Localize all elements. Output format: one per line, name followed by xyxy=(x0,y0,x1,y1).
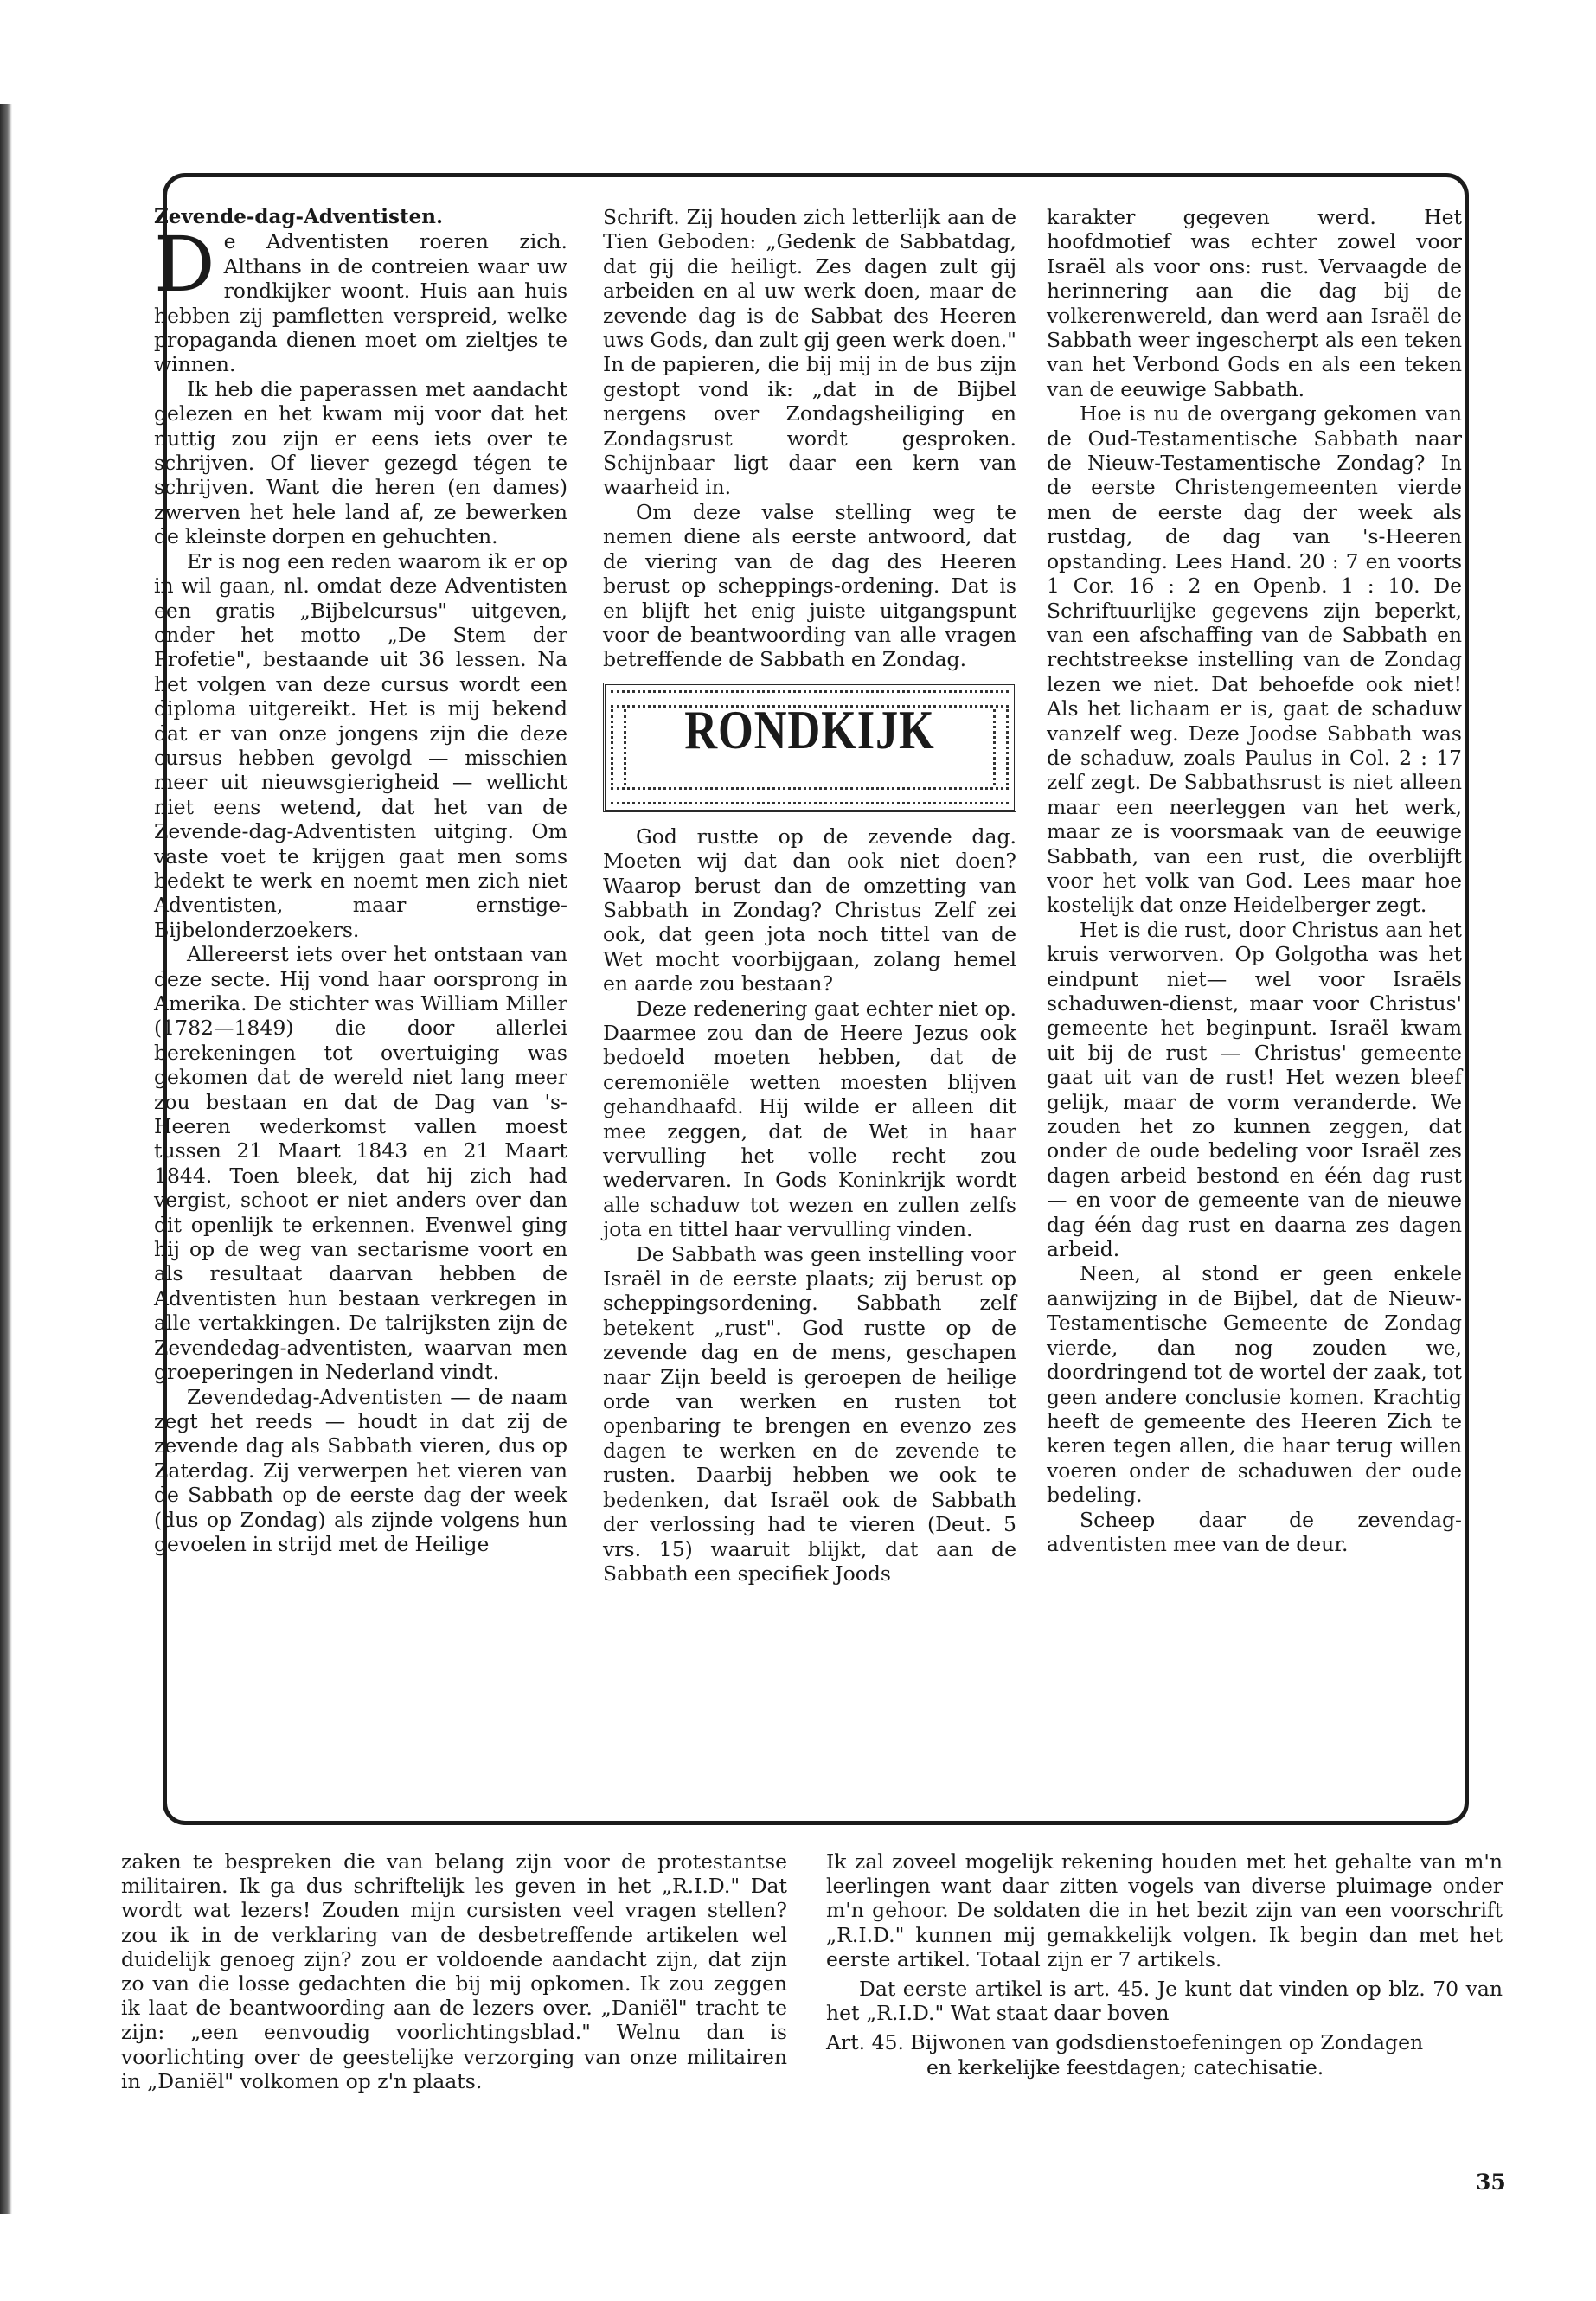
column1-paragraph-4: Allereerst iets over het ontstaan van deze secte. Hij vond haar oorsprong in Amerika. De stichter was William Miller (1782—1849) die door allerlei berekeningen tot overtuiging was gekomen dat de wereld niet lang meer zou bestaan en dat de Dag van 's-Heeren wederkomst vallen moest tussen 21 Maart 1843 en 21 Maart 1844. Toen bleek, dat hij zich had vergist, schoot er niet anders over dan dit openlijk te erkennen. Evenwel ging hij op de weg van sectarisme voort en als resultaat daarvan hebben de Adventisten hun bestaan verkregen in alle vertakkingen. De talrijksten zijn de Zevendedag-adventisten, waarvan men groeperingen in Nederland vindt. xyxy=(154,942,567,1385)
article-column-3 xyxy=(1047,205,1462,1556)
page-number: 35 xyxy=(1476,2170,1506,2195)
drop-cap: D xyxy=(154,220,215,310)
bottom-right-paragraph-1: Ik zal zoveel mogelijk rekening houden met het gehalte van m'n leerlingen want daar zitten vogels van diverse pluimage onder m'n gehoor. De soldaten die in het bezit zijn van een voorschrift „R.I.D." kunnen mij gemakkelijk volgen. Ik begin dan met het eerste artikel. Totaal zijn er 7 artikels. xyxy=(826,1849,1503,1971)
column1-paragraph-5: Zevendedag-Adventisten — de naam zegt het reeds — houdt in dat zij de zevende dag als Sabbath vieren, dus op Zaterdag. Zij verwerpen het vieren van de Sabbath op de eerste dag der week (dus op Zondag) als zijnde volgens hun gevoelen in strijd met de Heilige xyxy=(154,1384,567,1556)
ornament-border-left xyxy=(611,709,626,785)
column2-paragraph-1: Schrift. Zij houden zich letterlijk aan de Tien Geboden: „Gedenk de Sabbatdag, dat gij die heiligt. Zes dagen zult gij arbeiden en al uw werk doen, maar de zevende dag is de Sabbat des Heeren uws Gods, dan zult gij geen werk doen." In de papieren, die bij mij in de bus zijn gestopt vond ik: „dat in de Bijbel nergens over Zondagsheiliging en Zondagsrust wordt gesproken. Schijnbaar ligt daar een kern van waarheid in. xyxy=(603,205,1016,500)
column2-paragraph-3: God rustte op de zevende dag. Moeten wij dat dan ook niet doen? Waarop berust dan de omzetting van Sabbath in Zondag? Christus Zelf zei ook, dat geen jota noch tittel van de Wet mocht voorbijgaan, zolang hemel en aarde zou bestaan? xyxy=(603,824,1016,997)
bottom-column-left xyxy=(121,1849,787,2093)
article-column-1 xyxy=(154,205,567,1556)
rondkijk-title-box xyxy=(603,683,1016,812)
bottom-column-right xyxy=(826,1849,1503,2080)
column-title: RONDKIJK xyxy=(684,698,935,760)
column1-paragraph-1: De Adventisten roeren zich. Althans in de contreien waar uw rondkijker woont. Huis aan huis hebben zij pamfletten verspreid, welke propaganda dienen moet om zieltjes te winnen. xyxy=(154,220,567,377)
column3-paragraph-3: Het is die rust, door Christus aan het kruis verworven. Op Golgotha was het eindpunt niet— wel voor Israëls schaduwen-dienst, maar voor Christus' gemeente het beginpunt. Israël kwam uit bij de rust — Christus' gemeente gaat uit van de rust! Het wezen bleef gelijk, maar de vorm veranderde. We zouden het zo kunnen zeggen, dat onder de oude bedeling voor Israël zes dagen arbeid bestond en één dag rust — en voor de gemeente van de nieuwe dag één dag rust en daarna zes dagen arbeid. xyxy=(1047,917,1462,1262)
column3-paragraph-1: karakter gegeven werd. Het hoofdmotief was echter zowel voor Israël als voor ons: rust. Vervaagde de herinnering aan die dag bij de volkerenwereld, dan werd aan Israël de Sabbath weer ingescherpt als een teken van het Verbond Gods en als een teken van de eeuwige Sabbath. xyxy=(1047,205,1462,401)
column2-paragraph-5: De Sabbath was geen instelling voor Israël in de eerste plaats; zij berust op scheppingsordening. Sabbath zelf betekent „rust". God rustte op de zevende dag en de mens, geschapen naar Zijn beeld is geroepen de heilige orde van werken en rusten tot openbaring te brengen en evenzo zes dagen te werken en de zevende te rusten. Daarbij hebben we ook te bedenken, dat Israël ook de Sabbath der verlossing had te vieren (Deut. 5 vrs. 15) waaruit blijkt, dat aan de Sabbath een specifiek Joods xyxy=(603,1241,1016,1586)
article-45-line-1: Art. 45. Bijwonen van godsdienstoefeningen op Zondagen xyxy=(826,2030,1424,2055)
ornament-border-bottom xyxy=(611,787,1009,804)
bottom-right-paragraph-2: Dat eerste artikel is art. 45. Je kunt dat vinden op blz. 70 van het „R.I.D." Wat staat daar boven xyxy=(826,1977,1503,2026)
article-column-2 xyxy=(603,205,1016,1586)
article-45-line-2: en kerkelijke feestdagen; catechisatie. xyxy=(926,2054,1324,2080)
column2-paragraph-2: Om deze valse stelling weg te nemen diene als eerste antwoord, dat de viering van de dag des Heeren berust op scheppings-ordening. Dat is en blijft het enig juiste uitgangspunt voor de beantwoording van alle vragen betreffende de Sabbath en Zondag. xyxy=(603,499,1016,672)
column2-paragraph-4: Deze redenering gaat echter niet op. Daarmee zou dan de Heere Jezus ook bedoeld moeten hebben, dat de ceremoniële wetten moesten blijven gehandhaafd. Hij wilde er alleen dit mee zeggen, dat de Wet in haar vervulling het volle recht zou wedervaren. In Gods Koninkrijk wordt alle schaduw tot wezen en zullen zelfs jota en tittel haar vervulling vinden. xyxy=(603,996,1016,1242)
bottom-left-paragraph: zaken te bespreken die van belang zijn voor de protestantse militairen. Ik ga dus schriftelijk les geven in het „R.I.D." Dat wordt wat lezers! Zouden mijn cursisten veel vragen stellen? zou ik in de verklaring van de desbetreffende artikelen wel duidelijk genoeg zijn? zou er voldoende aandacht zijn, dat zijn zo van die losse gedachten die bij mij opkomen. Ik zou zeggen ik laat de beantwoording aan de lezers over. „Daniël" tracht te zijn: „een eenvoudig voorlichtingsblad." Welnu dan is voorlichting over de geestelijke verzorging van onze militairen in „Daniël" volkomen op z'n plaats. xyxy=(121,1849,787,2093)
ornament-border-right xyxy=(993,709,1009,785)
article-heading: Zevende-dag-Adventisten. xyxy=(154,205,443,228)
column1-paragraph-3: Er is nog een reden waarom ik er op in wil gaan, nl. omdat deze Adventisten een gratis „Bijbelcursus" uitgeven, onder het motto „De Stem der Profetie", bestaande uit 36 lessen. Na het volgen van deze cursus wordt een diploma uitgereikt. Het is mij bekend dat er van onze jongens zijn die deze cursus hebben gevolgd — misschien meer uit nieuwsgierigheid — wellicht niet eens wetend, dat het van de Zevende-dag-Adventisten uitging. Om vaste voet te krijgen gaat men soms bedekt te werk en noemt men zich niet Adventisten, maar ernstige-Bijbelonderzoekers. xyxy=(154,548,567,942)
column3-paragraph-5: Scheep daar de zevendag-adventisten mee van de deur. xyxy=(1047,1507,1462,1556)
column3-paragraph-4: Neen, al stond er geen enkele aanwijzing in de Bijbel, dat de Nieuw-Testamentische Gemeente de Zondag vierde, dan nog zouden we, doordringend tot de wortel der zaak, tot geen andere conclusie komen. Krachtig heeft de gemeente des Heeren Zich te keren tegen allen, die haar terug willen voeren onder de schaduwen der oude bedeling. xyxy=(1047,1261,1462,1508)
page-spine-shadow xyxy=(0,104,12,2214)
column1-paragraph-2: Ik heb die paperassen met aandacht gelezen en het kwam mij voor dat het nuttig zou zijn er eens iets over te schrijven. Of liever gezegd tégen te schrijven. Want die heren (en dames) zwerven het hele land af, ze bewerken de kleinste dorpen en gehuchten. xyxy=(154,376,567,549)
column3-paragraph-2: Hoe is nu de overgang gekomen van de Oud-Testamentische Sabbath naar de Nieuw-Testamentische Zondag? In de eerste Christengemeenten vierde men de eerste dag der week als rustdag, de dag van 's-Heeren opstanding. Lees Hand. 20 : 7 en voorts 1 Cor. 16 : 2 en Openb. 1 : 10. De Schriftuurlijke gegevens zijn beperkt, van een afschaffing van de Sabbath en rechtstreekse instelling van de Zondag lezen we niet. Dat behoefde ook niet! Als het lichaam er is, gaat de schaduw vanzelf weg. Deze Joodse Sabbath was de schaduw, zoals Paulus in Col. 2 : 17 zelf zegt. De Sabbathsrust is niet alleen maar een neerleggen van het werk, maar ze is voorsmaak van de eeuwige Sabbath, van een rust, die overblijft voor het volk van God. Lees maar hoe kostelijk dat onze Heidelberger zegt. xyxy=(1047,401,1462,918)
